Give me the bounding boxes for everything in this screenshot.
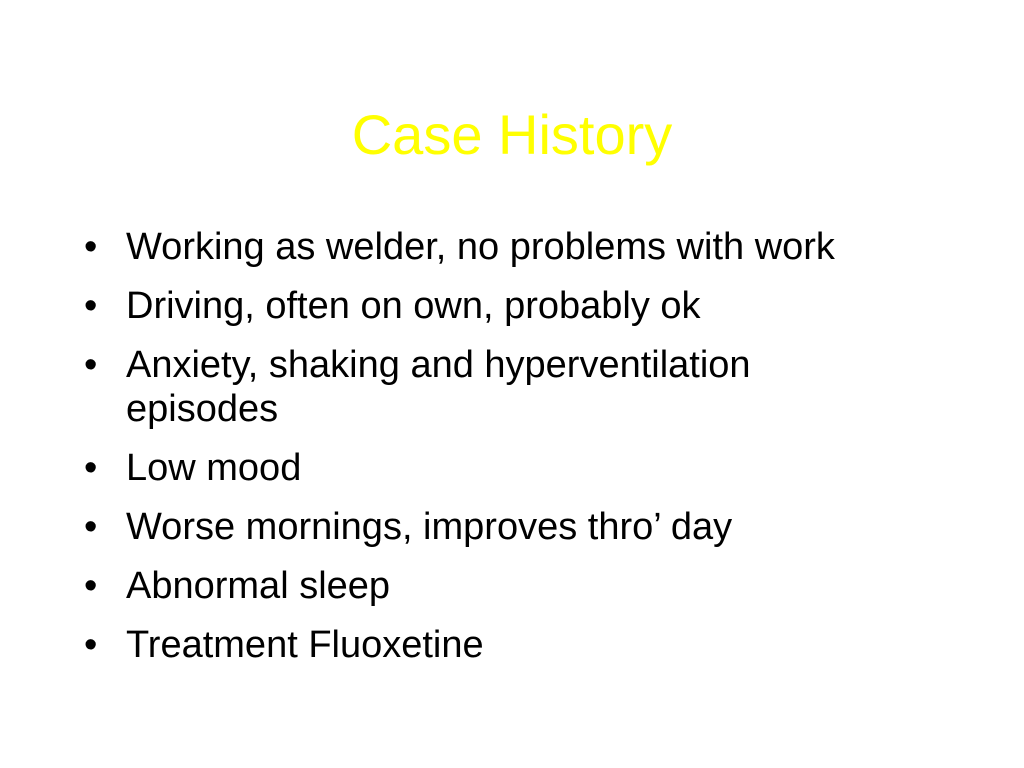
bullet-item bbox=[84, 225, 904, 269]
bullet-dot-icon: • bbox=[84, 344, 98, 386]
bullet-text: Anxiety, shaking and hyperventilation episodes bbox=[126, 344, 751, 430]
bullet-dot-icon: • bbox=[84, 226, 98, 268]
bullet-text: Worse mornings, improves thro’ day bbox=[126, 506, 733, 548]
bullet-item bbox=[84, 284, 904, 328]
bullet-text: Abnormal sleep bbox=[126, 565, 391, 607]
bullet-item bbox=[84, 564, 904, 608]
bullet-dot-icon: • bbox=[84, 506, 98, 548]
bullet-item bbox=[84, 343, 904, 431]
bullet-list bbox=[84, 225, 904, 682]
bullet-item bbox=[84, 505, 904, 549]
bullet-text: Low mood bbox=[126, 447, 302, 489]
bullet-dot-icon: • bbox=[84, 447, 98, 489]
slide-title: Case History bbox=[351, 103, 673, 166]
bullet-dot-icon: • bbox=[84, 624, 98, 666]
bullet-dot-icon: • bbox=[84, 565, 98, 607]
bullet-text: Treatment Fluoxetine bbox=[126, 624, 484, 666]
bullet-dot-icon: • bbox=[84, 285, 98, 327]
bullet-item bbox=[84, 623, 904, 667]
bullet-text: Driving, often on own, probably ok bbox=[126, 285, 701, 327]
bullet-text: Working as welder, no problems with work bbox=[126, 226, 835, 268]
bullet-item bbox=[84, 446, 904, 490]
